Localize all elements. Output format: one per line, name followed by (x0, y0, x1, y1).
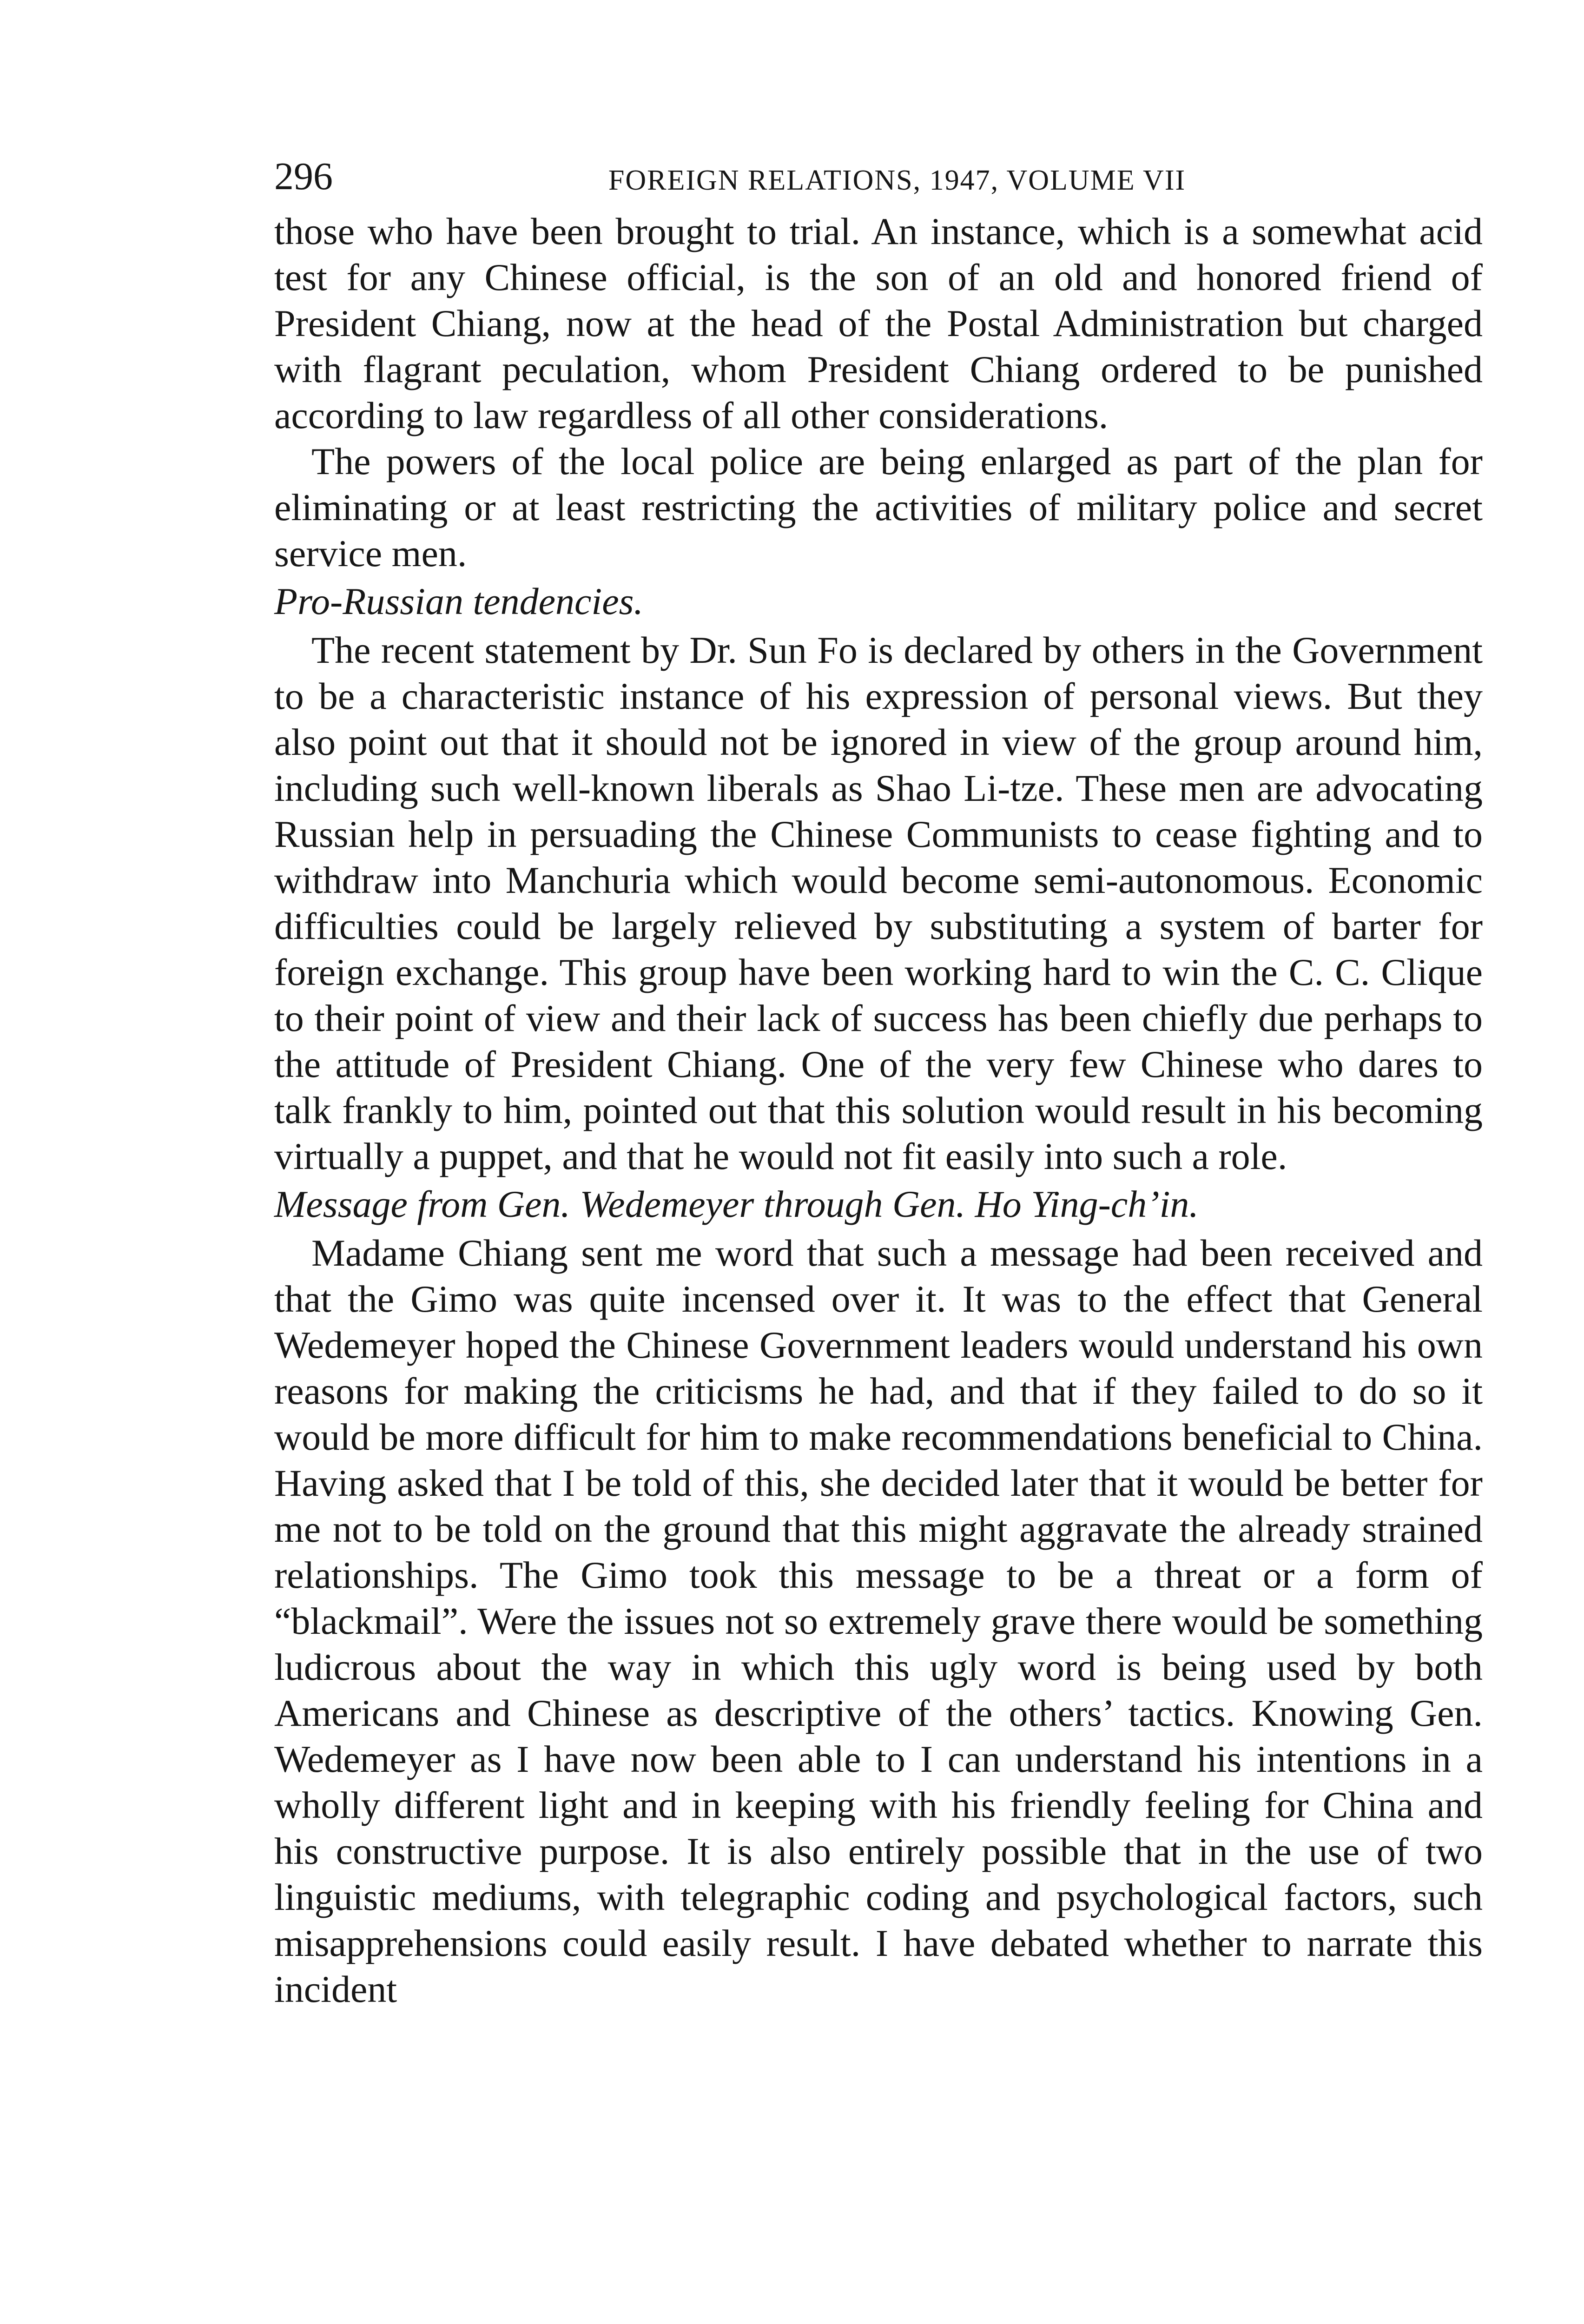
subhead-message-from-wedemeyer: Message from Gen. Wedemeyer through Gen. Ho Ying-ch’in. (274, 1183, 1199, 1225)
document-page (274, 153, 1483, 2012)
body-text (274, 208, 1483, 2012)
paragraph-local-police: The powers of the local police are being enlarged as part of the plan for eliminating or at least restricting the activities of military police and secret service men. (274, 440, 1483, 574)
running-title: FOREIGN RELATIONS, 1947, VOLUME VII (608, 165, 1186, 196)
paragraph-continuation: those who have been brought to trial. An instance, which is a somewhat acid test for any Chinese official, is the son of an old and honored friend of President Chiang, now at the head of the Postal Administration but charged with flagrant peculation, whom President Chiang ordered to be punished according to law regardless of all other considerations. (274, 210, 1483, 436)
page-number: 296 (274, 155, 333, 198)
running-head (274, 153, 1483, 205)
subhead-pro-russian-tendencies: Pro-Russian tendencies. (274, 580, 644, 622)
paragraph-madame-chiang: Madame Chiang sent me word that such a message had been received and that the Gimo was quite incensed over it. It was to the effect that General Wedemeyer hoped the Chinese Government leaders would understand his own reasons for making the criticisms he had, and that if they failed to do so it would be more difficult for him to make recommendations beneficial to China. Having asked that I be told of this, she decided later that it would be better for me not to be told on the ground that this might aggravate the already strained relationships. The Gimo took this message to be a threat or a form of “blackmail”. Were the issues not so extremely grave there would be something ludicrous about the way in which this ugly word is being used by both Americans and Chinese as descriptive of the others’ tactics. Knowing Gen. Wedemeyer as I have now been able to I can understand his intentions in a wholly different light and in keeping with his friendly feeling for China and his constructive purpose. It is also entirely possible that in the use of two linguistic mediums, with telegraphic coding and psychological factors, such misapprehensions could easily result. I have debated whether to narrate this incident (274, 1232, 1483, 2010)
paragraph-sun-fo-statement: The recent statement by Dr. Sun Fo is declared by others in the Government to be a characteristic instance of his expression of personal views. But they also point out that it should not be ignored in view of the group around him, including such well-known liberals as Shao Li-tze. These men are advocating Russian help in persuading the Chinese Communists to cease fighting and to withdraw into Manchuria which would become semi-autonomous. Economic difficulties could be largely relieved by substituting a system of barter for foreign exchange. This group have been working hard to win the C. C. Clique to their point of view and their lack of success has been chiefly due perhaps to the attitude of President Chiang. One of the very few Chinese who dares to talk frankly to him, pointed out that this solution would result in his becoming virtually a puppet, and that he would not fit easily into such a role. (274, 629, 1483, 1177)
